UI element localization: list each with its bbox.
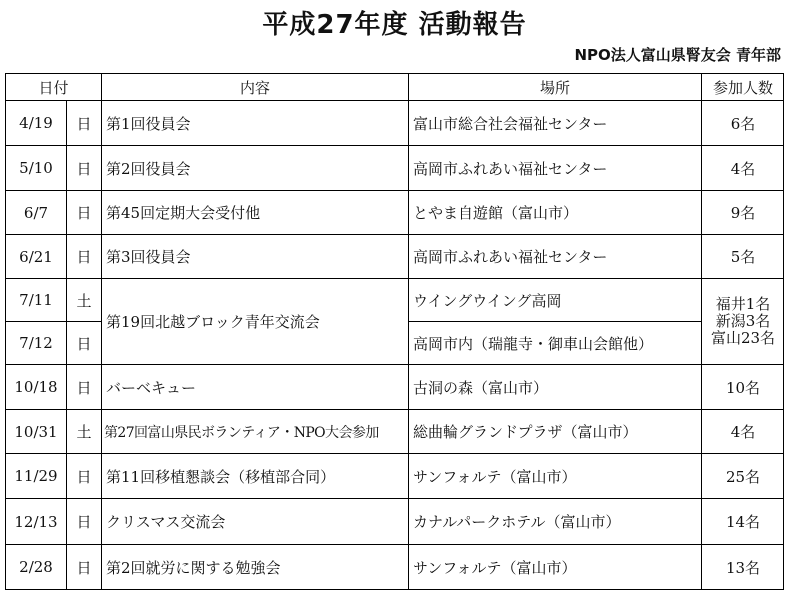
row-attendance: 5名 [730,248,756,266]
row-day: 日 [76,513,92,531]
row-attendance: 4名 [730,159,756,178]
row-place: カナルパークホテル（富山市） [413,513,621,531]
row-day: 日 [76,248,92,266]
row-place: 古洞の森（富山市） [413,378,549,397]
activity-table [5,73,784,590]
row-content: 第2回就労に関する勉強会 [106,558,281,577]
row-place: 高岡市ふれあい福祉センター [413,159,608,178]
row-day: 日 [76,558,92,577]
row-content: 第2回役員会 [106,159,191,178]
row-date: 7/11 [19,291,53,309]
row-divider [6,278,783,279]
row-day: 日 [76,114,92,133]
row-date: 4/19 [19,114,53,132]
row-attendance: 4名 [730,423,756,441]
row-attendance: 25名 [725,467,761,486]
column-divider [66,100,67,589]
row-date: 12/13 [14,512,58,531]
row-date: 11/29 [14,467,58,485]
row-day: 日 [76,467,92,486]
row-content: バーベキュー [106,378,197,397]
row-place: サンフォルテ（富山市） [413,558,577,577]
row-divider [6,190,783,191]
row-content: 第3回役員会 [106,248,191,266]
row-attendance: 9名 [730,204,756,222]
row-content: 第1回役員会 [106,114,191,133]
row-place: サンフォルテ（富山市） [413,467,577,486]
row-divider [6,409,783,410]
header-place: 場所 [539,78,570,97]
row-date: 7/12 [19,334,53,352]
column-divider [408,74,409,589]
row-divider [6,498,783,499]
row-date: 6/21 [19,247,53,266]
row-divider [6,145,783,146]
row-place: とやま自遊館（富山市） [413,204,579,222]
row-content: 第19回北越ブロック青年交流会 [106,313,320,331]
row-attendance: 10名 [725,378,761,397]
header-date: 日付 [38,78,69,97]
attendance-line: 富山23名 [710,329,776,347]
attendance-line: 新潟3名 [715,312,771,330]
row-attendance [702,279,784,364]
row-divider [6,321,101,322]
row-place: ウイングウイング高岡 [413,291,562,310]
row-attendance: 6名 [730,114,756,133]
row-day: 日 [76,159,92,178]
row-content: クリスマス交流会 [106,513,226,531]
attendance-line: 福井1名 [715,295,771,313]
row-content: 第11回移植懇談会（移植部合同） [106,467,336,486]
row-divider [6,100,783,101]
row-attendance: 13名 [725,558,761,577]
row-place: 高岡市ふれあい福祉センター [413,248,608,266]
header-content: 内容 [239,78,270,97]
column-divider [101,74,102,589]
column-divider [701,74,702,589]
row-attendance: 14名 [725,513,761,531]
row-content: 第27回富山県民ボランティア・NPO大会参加 [104,424,379,441]
row-divider [6,453,783,454]
row-place: 富山市総合社会福祉センター [413,114,608,133]
row-date: 5/10 [19,159,53,177]
row-day: 日 [76,378,92,397]
row-date: 6/7 [23,203,49,222]
row-day: 日 [76,204,92,222]
row-date: 2/28 [19,558,53,576]
organization-name: NPO法人富山県腎友会 青年部 [574,46,781,64]
row-date: 10/31 [14,422,58,441]
row-divider [6,364,783,365]
row-divider [6,234,783,235]
row-place: 高岡市内（瑞龍寺・御車山会館他） [413,334,654,353]
row-divider [408,321,701,322]
page-title: 平成27年度 活動報告 [262,10,527,40]
row-day: 土 [76,291,92,310]
row-date: 10/18 [14,378,58,396]
row-day: 日 [76,334,92,353]
header-attendance: 参加人数 [712,78,773,97]
row-place: 総曲輪グランドプラザ（富山市） [413,423,638,441]
row-content: 第45回定期大会受付他 [106,204,261,222]
row-divider [6,544,783,545]
row-day: 土 [76,423,92,441]
